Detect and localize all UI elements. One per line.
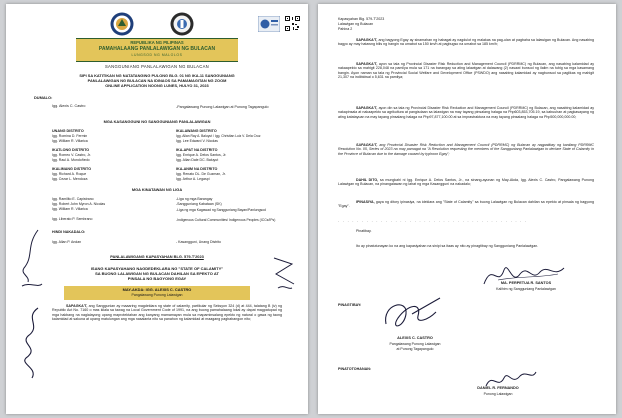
vice-governor-name: ALEXIS C. CASTRO xyxy=(397,336,433,340)
members-heading: MGA KASANGGUNI NG SANGGUNIANG PANLALAWIGAN xyxy=(103,119,211,124)
header-province: PAMAHALAANG PANLALAWIGAN NG BULACAN xyxy=(98,46,216,52)
vice-governor-role-1: Pangalawang Punong Lalawigan xyxy=(389,342,441,346)
league-member-role: -Liga ng mga Kagawad ng Sangguniang Bayan/Panlungsod xyxy=(176,208,266,212)
paragraph-text: ang bagyong Egay ay sinamahan ng habagat ay nagdulot ng malakas na pag-ulan at pagbaha sa lalawigan ng Bulacan. Ang nasabing bagyo ay may hatawng bilis ng hangin na umabot sa 150 km/h at pagbugso na umabot sa 185 km/h; xyxy=(338,38,595,47)
page2-head-line-3: Pahina 2 xyxy=(338,27,353,31)
header-republic: REPUBLIKA NG PILIPINAS xyxy=(130,40,184,45)
absent-role: - Kasanggunì, Unang Distrito xyxy=(176,240,221,244)
district-6-label: IKA-ANIM NA DISTRITO xyxy=(176,167,218,171)
page2-paragraph-6 xyxy=(338,200,594,209)
district-6-member: Igg. Renato DL. De Guzman, Jr. xyxy=(176,172,226,176)
district-3-label: IKATLONG DISTRITO xyxy=(52,148,90,152)
district-2-member: Igg. Allan Ray A. Baluyut / Igg. Christian Luiz V. Dela Cruz xyxy=(176,134,261,138)
league-member-name: Igg. William R. Villarica xyxy=(52,207,88,211)
provincial-seal-icon xyxy=(110,12,134,36)
minutes-title-line-1: SIPI SA KATITIKAN NG NATATANGING PULONG BLG. 01 NG IKA-11 SANGGUNIANG xyxy=(79,73,235,78)
governor-name: DANIEL R. FERNANDO xyxy=(477,386,519,390)
district-2-member: Igg. Lee Edward V. Nicolas xyxy=(176,139,218,143)
present-label: DUMALO: xyxy=(34,95,53,100)
paragraph-lead: SAPAGKA'T, xyxy=(356,62,378,66)
league-member-name: Igg. Ramilito E. Capistrano xyxy=(52,197,94,201)
district-1-member: Igg. William R. Villarica xyxy=(52,139,88,143)
resolution-number: PANLALAWIGANG KAPASYAHAN BLG. 579-T'2023 xyxy=(110,254,204,259)
margin-signature xyxy=(18,304,48,384)
page2-paragraph-5 xyxy=(338,178,594,187)
district-6-member: Igg. Arthur A. Legaspi xyxy=(176,177,210,181)
certification-text: Ito ay pinatutunayan ko na ang kapasiyahan na sinipi sa itaas ay nito ay pinagtibay ng Sangguniang Panlalawigan. xyxy=(356,244,539,248)
presiding-role: -Pangalawang Punong Lalawigan at Punong Tagapangulo xyxy=(176,105,269,109)
secretary-role: Kalihim ng Sangguniang Panlalawigan xyxy=(496,287,556,291)
governor-role: Punong Lalawigan xyxy=(483,392,513,396)
pinagtibay-label: PINAGTIBAY: xyxy=(338,303,362,307)
absent-label: HINDI NAKADALO: xyxy=(52,230,86,234)
certification-badge-icon xyxy=(258,16,280,32)
paragraph-lead: SAPAGKA'T, xyxy=(356,38,378,42)
resolution-title-line-2: SA BUONG LALAWIGAN NG BULACAN DAHILAN SA EPEKTO AT xyxy=(95,271,219,276)
paragraph-lead: SAPAGKA'T, xyxy=(356,106,378,110)
district-4-label: IKA-APAT NA DISTRITO xyxy=(176,148,218,152)
page2-head-line-2: Lalawigan ng Bulacan xyxy=(338,22,374,26)
district-3-member: Igg. Raul A. Mondoñedo xyxy=(52,158,90,162)
absent-name: Igg. Allan P. Andan xyxy=(52,240,82,244)
page2-paragraph-1 xyxy=(338,38,594,47)
page2-paragraph-4 xyxy=(338,143,594,156)
vice-governor-signature xyxy=(378,294,448,336)
margin-initial-right xyxy=(268,254,298,294)
minutes-title-line-3: ONLINE APPLICATION NOONG LUNES, HULYO 31, 2023 xyxy=(105,83,209,88)
paragraph-text: ang Provincial Disaster Risk Reduction and Management Council (PDRRMC) ng Bulacan ay nagpatibay ng kanilang PDRRMC Resolution No. 05, Series of 2023 na may pamagat na "A Resolution requesting the members of the Sangguniang Panlalawigan to declare State of Calamity in the Province of Bulacan due to the damage caused by typhoon Egay"; xyxy=(338,143,594,156)
paragraph-lead: DAHIL DITO, xyxy=(356,178,379,182)
vice-governor-role-2: at Punong Tagapangulo xyxy=(396,347,434,351)
district-2-label: IKALAWANG DISTRITO xyxy=(176,129,217,133)
district-1-member: Igg. Romina D. Fermin xyxy=(52,134,88,138)
league-member-role: -Sangguniang Kabataan (SK) xyxy=(176,202,222,206)
presiding-name: Igg. Alexis C. Castro xyxy=(52,104,86,108)
paragraph-text: sa mungkahi ni Igg. Enrique A. Delos Santos, Jr., na sinang-ayunan ng May-Akda, Igg. Alexis C. Castro, Pangalawang Punong Lalawigan ng Bulacan, na pinangalawan ng lahat ng mga Kasanggunì na nakadalo; xyxy=(338,178,594,187)
league-member-name: Igg. Robert John Myron A. Nicolas xyxy=(52,202,106,206)
league-heading: MGA KINATAWAN NG LIGA xyxy=(131,187,183,192)
district-5-member: Igg. Cezar L. Mendoza xyxy=(52,177,88,181)
paragraph-text: ayon din sa tala ng Provincial Disaster Risk Reduction and Management Council (PDRRMC) ng Bulacan, ang nasabing kalamidad ay nakapinsala at nakaapekto sa agrikultura at pangisdaan sa lalawigan na may tayang pinsalang halaga na Php603,853,705.19, sa kabuuhan at pagkasayang ng ating katatayuan na may tayang pinsalang halaga na Php97,877,100.00 at sa imprastraktura na may tayang pinsalang halaga na Php500,000,000.00; xyxy=(338,106,594,119)
body-lead: SAPAGKA'T, xyxy=(66,304,88,308)
paragraph-lead: SAPAGKA'T, xyxy=(356,143,378,147)
header-office: SANGGUNIANG PANLALAWIGAN NG BULACAN xyxy=(104,64,210,69)
pinatibay-label: Pinatibay. xyxy=(356,229,372,233)
paragraph-lead: IPINASIYA, xyxy=(356,200,375,204)
league-member-name: Igg. Liberato P. Sembrano xyxy=(52,217,93,221)
body-paragraph xyxy=(52,304,282,321)
body-text: ang Sanggunian ay maaaring magdeklara ng state of calamity, partikular ng Seksyon 324 (d) at 444, talatang B (iv) ng Republic Act No. 7160 o mas kilala sa tawag na Local Government Code of 1991, na ang buong pamahalaang lokal ay dapat magpatupad ng mga hakbang na naglalayong upang maprotektahan ang kanyang mamamayan mula sa mapaminsalang epekto ng natural o gawa ng taong kalamidad at sakuna at upang matulungan ang mga nasalanta nito sa panahon ng kalamidad at maagang pagbabangon nito; xyxy=(52,304,282,321)
document-page-2 xyxy=(318,4,616,414)
minutes-title-line-2: PANLALAWIGAN NG BULACAN NA IDINAOS SA PAMAMAGITAN NG ZOOM xyxy=(87,78,227,83)
document-page-1 xyxy=(6,4,308,414)
pinatotohanan-label: PINATOTOHANAN: xyxy=(338,367,372,371)
league-member-role: -Indigenous Cultural Communities/ Indigenous Peoples (ICCs/IPs) xyxy=(176,218,276,222)
page2-head-line-1: Kapasyahan Blg. 579-T'2023 xyxy=(338,17,385,21)
page2-paragraph-3 xyxy=(338,106,594,119)
author-role: Pangalawang Punong Lalawigan xyxy=(131,293,183,297)
district-4-member: Igg. Allan Dale DC. Baluyut xyxy=(176,158,219,162)
qr-code-icon xyxy=(284,15,301,32)
margin-initial-signature xyxy=(16,226,46,296)
paragraph-text: ayon sa tala ng Provincial Disaster Risk Reduction and Management Council (PDRRMC) ng Bulacan, ang nasabing kalamidad ay nakaapekto sa mahigit 228,048 na pamilya mula sa 171 na barangay sa ating lalawigan at dalawang (2) nasawi bunsod ng ilalim na tubig sa mga kasamang bangin. Ayon naman sa tala ng Provincial Social Welfare and Development Office (PSWDO) ang nasabing kalamidad ay nagbunsod sa paglikas ng mahigit 21,307 na indibidwal o 5,631 na pamilya; xyxy=(338,62,594,79)
page2-paragraph-2 xyxy=(338,62,594,79)
district-1-label: UNANG DISTRITO xyxy=(52,129,84,133)
district-5-member: Igg. Richard A. Roque xyxy=(52,172,87,176)
author-line: MAY-AKDA: IGG. ALEXIS C. CASTRO xyxy=(122,287,192,292)
resolution-title-line-1: ISANG KAPASYAHANG NAGDEDEKLARA NG "STATE OF CALAMITY" xyxy=(90,266,224,271)
resolution-title-line-3: PINSALA NG BAGYONG EGAY xyxy=(127,276,187,281)
ellipsis-divider: . . . . . . . . . . . . . . . . . . . . . . . . . . . . . . . . . . . . . . . . xyxy=(338,219,528,223)
paragraph-text: gaya ng ditory ipinasiya, na ideklara ang "State of Calamity" sa buong Lalawigan ng Bulacan dahilan sa epekto at pinsala ng bagyong "Egay". xyxy=(338,200,594,209)
district-4-member: Igg. Enrique A. Delos Santos, Jr. xyxy=(176,153,227,157)
header-city: LUNGSOD NG MALOLOS xyxy=(131,53,183,57)
district-3-member: Igg. Romeo V. Castro, Jr. xyxy=(52,153,91,157)
secretary-name: MA. PERPETUA R. SANTOS xyxy=(500,281,552,285)
district-5-label: IKALIMANG DISTRITO xyxy=(52,167,92,171)
sanggunian-seal-icon xyxy=(170,12,194,36)
league-member-role: -Liga ng mga Barangay xyxy=(176,197,213,201)
